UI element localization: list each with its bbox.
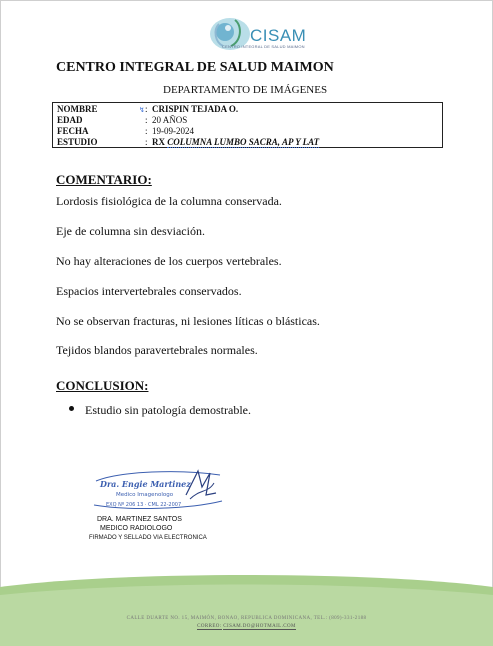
signer-role: MEDICO RADIOLOGO [100,525,173,532]
smart-tag-icon: ↯ [139,106,145,114]
comment-line: Tejidos blandos paravertebrales normales. [56,343,258,357]
comment-line: No hay alteraciones de los cuerpos vertebrales. [56,254,282,268]
signer-name: DRA. MARTINEZ SANTOS [97,516,182,523]
study-description: COLUMNA LUMBO SACRA, AP Y LAT [167,137,320,147]
patient-name: CRISPIN TEJADA O. [152,104,239,114]
study-prefix: RX [152,137,165,147]
patient-age: 20 AÑOS [152,115,188,125]
logo-name: CISAM [250,26,307,45]
document-title: CENTRO INTEGRAL DE SALUD MAIMON [56,60,334,75]
comment-line: Eje de columna sin desviación. [56,224,205,238]
info-colon: : [145,137,148,147]
conclusion-item: Estudio sin patología demostrable. [85,403,251,417]
study-name [152,137,319,148]
footer-wave [0,575,493,646]
comentario-heading: COMENTARIO: [56,172,152,187]
comment-line: No se observan fracturas, ni lesiones líticas o blásticas. [56,314,320,328]
info-label: ESTUDIO [57,137,98,147]
info-colon: : [145,115,148,125]
stamp-role: Medico Imagenologo [116,492,174,498]
bullet-point [69,406,74,411]
info-colon: : [145,104,148,114]
info-colon: : [145,126,148,136]
conclusion-heading: CONCLUSION: [56,378,149,393]
footer-email-prefix: CORREO: [197,624,222,629]
patient-info-table [52,102,443,148]
stamp-name: Dra. Engie Martinez [100,479,191,489]
stamp-license: EXQ Nº 206 13 · CML 22-2007 [106,502,182,508]
info-label: EDAD [57,115,83,125]
comment-line: Lordosis fisiológica de la columna conservada. [56,194,282,208]
signature-note: FIRMADO Y SELLADO VIA ELECTRONICA [89,535,207,541]
signature-stamp [90,465,230,517]
footer-address: CALLE DUARTE NO. 15, MAIMÓN, BONAO, REPUBLICA DOMINICANA, TEL.: (809)-331-2188 [126,616,367,621]
info-label: NOMBRE [57,104,98,114]
footer-email[interactable]: CISAM.DO@HOTMAIL.COM [223,624,296,629]
footer-email-line [0,624,493,629]
info-label: FECHA [57,126,89,136]
comment-line: Espacios intervertebrales conservados. [56,284,242,298]
study-date: 19-09-2024 [152,126,194,136]
department-title: DEPARTAMENTO DE IMÁGENES [163,84,328,96]
logo-subtitle: CENTRO INTEGRAL DE SALUD MAIMON [222,44,305,49]
